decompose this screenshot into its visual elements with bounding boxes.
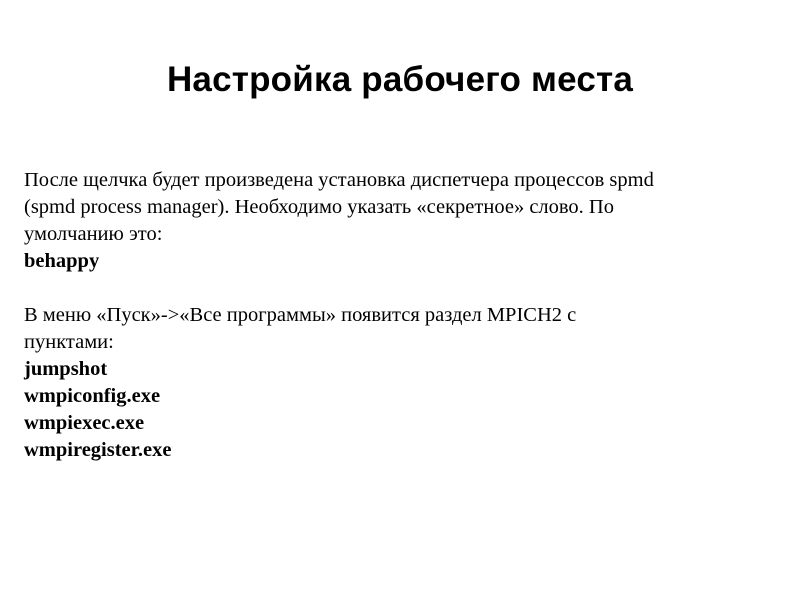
paragraph-1-line-1: После щелчка будет произведена установка диспетчера процессов spmd bbox=[24, 169, 654, 191]
paragraph-2-line-1: В меню «Пуск»->«Все программы» появится раздел MPICH2 с bbox=[24, 304, 577, 326]
paragraph-spacer bbox=[24, 275, 784, 302]
menu-item-wmpiexec: wmpiexec.exe bbox=[24, 412, 145, 434]
paragraph-1-line-3: умолчанию это: bbox=[24, 223, 163, 245]
paragraph-2-line-2: пунктами: bbox=[24, 331, 114, 353]
secret-word: behappy bbox=[24, 250, 100, 272]
slide-body bbox=[24, 167, 784, 464]
menu-item-wmpiregister: wmpiregister.exe bbox=[24, 439, 172, 461]
menu-item-jumpshot: jumpshot bbox=[24, 358, 108, 380]
menu-item-wmpiconfig: wmpiconfig.exe bbox=[24, 385, 161, 407]
paragraph-1-line-2: (spmd process manager). Необходимо указать «секретное» слово. По bbox=[24, 196, 614, 218]
slide-title: Настройка рабочего места bbox=[166, 60, 634, 99]
